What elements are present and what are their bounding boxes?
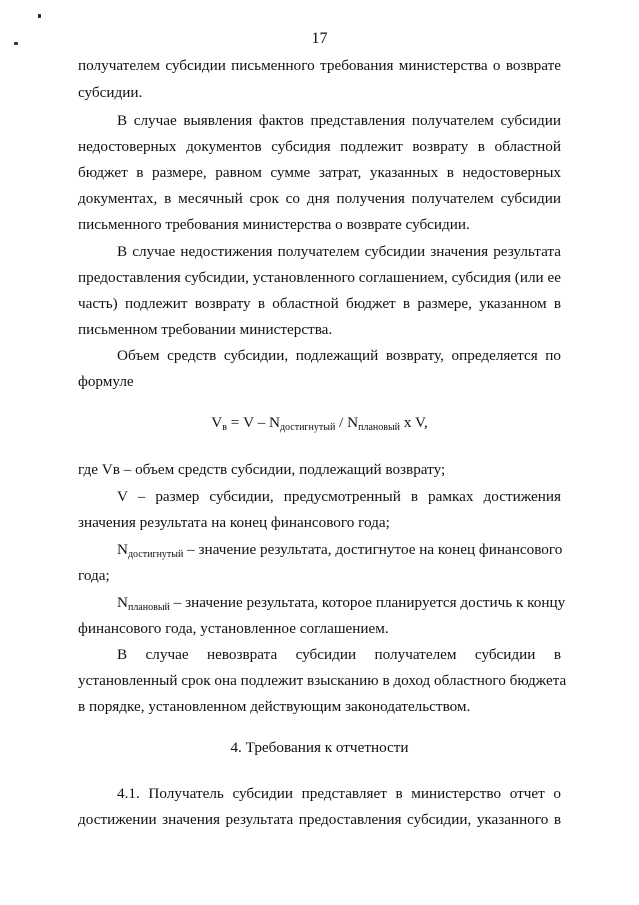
paragraph-3-line-1: В случае недостижения получателем субсидии значения результата: [117, 243, 561, 260]
paragraph-1-line-2: субсидии.: [78, 84, 143, 101]
paragraph-2-line-4: документах, в месячный срок со дня получения получателем субсидии: [78, 190, 561, 207]
paragraph-3-line-3: часть) подлежит возврату в областной бюджет в размере, указанном в: [78, 295, 561, 312]
paragraph-1-line-1: получателем субсидии письменного требования министерства о возврате: [78, 57, 561, 74]
formula: [0, 414, 639, 434]
paragraph-8-line-1-text: – значение результата, которое планируется достичь к концу: [169, 594, 566, 611]
paragraph-4-line-2: формуле: [78, 373, 134, 390]
paragraph-9-line-3: в порядке, установленном действующим законодательством.: [78, 698, 471, 715]
paragraph-2-line-5: письменного требования министерства о возврате субсидии.: [78, 216, 470, 233]
formula-slash: / N: [335, 414, 359, 431]
formula-sub-reached: достигнутый: [279, 422, 336, 433]
paragraph-10-line-1: 4.1. Получатель субсидии представляет в министерство отчет о: [117, 785, 561, 802]
formula-sub-v: в: [222, 422, 227, 433]
n-planned-symbol: N: [117, 594, 128, 611]
paragraph-4-line-1: Объем средств субсидии, подлежащий возврату, определяется по: [117, 347, 561, 364]
section-title: 4. Требования к отчетности: [230, 739, 409, 756]
paragraph-7-line-1: [117, 541, 562, 561]
paragraph-3-line-2: предоставления субсидии, установленного соглашением, субсидия (или ее: [78, 269, 561, 286]
formula-sub-planned: плановый: [358, 422, 401, 433]
paragraph-8-line-1: [117, 594, 565, 614]
formula-v: V: [211, 414, 223, 431]
formula-eq: = V – N: [226, 414, 280, 431]
paragraph-5-line-1: где Vв – объем средств субсидии, подлежащий возврату;: [78, 461, 446, 478]
paragraph-2-line-1: В случае выявления фактов представления получателем субсидии: [117, 112, 561, 129]
n-planned-subscript: плановый: [127, 602, 170, 613]
paragraph-2-line-2: недостоверных документов субсидия подлежит возврату в областной: [78, 138, 561, 155]
paragraph-7-line-1-text: – значение результата, достигнутое на конец финансового: [183, 541, 563, 558]
paragraph-10-line-2: достижении значения результата предоставления субсидии, указанного в: [78, 811, 561, 828]
paragraph-8-line-2: финансового года, установленное соглашением.: [78, 620, 389, 637]
page-number: 17: [311, 30, 328, 47]
n-reached-subscript: достигнутый: [127, 549, 184, 560]
paragraph-9-line-2: установленный срок она подлежит взысканию в доход областного бюджета: [78, 672, 567, 689]
n-reached-symbol: N: [117, 541, 128, 558]
paragraph-2-line-3: бюджет в размере, равном сумме затрат, указанных в недостоверных: [78, 164, 561, 181]
paragraph-9-line-1: В случае невозврата субсидии получателем субсидии в: [117, 646, 561, 663]
scan-mark-top: [38, 14, 41, 18]
paragraph-6-line-2: значения результата на конец финансового года;: [78, 514, 390, 531]
formula-tail: x V,: [400, 414, 428, 431]
paragraph-3-line-4: письменном требовании министерства.: [78, 321, 333, 338]
paragraph-7-line-2: года;: [78, 567, 110, 584]
paragraph-6-line-1: V – размер субсидии, предусмотренный в рамках достижения: [117, 488, 561, 505]
